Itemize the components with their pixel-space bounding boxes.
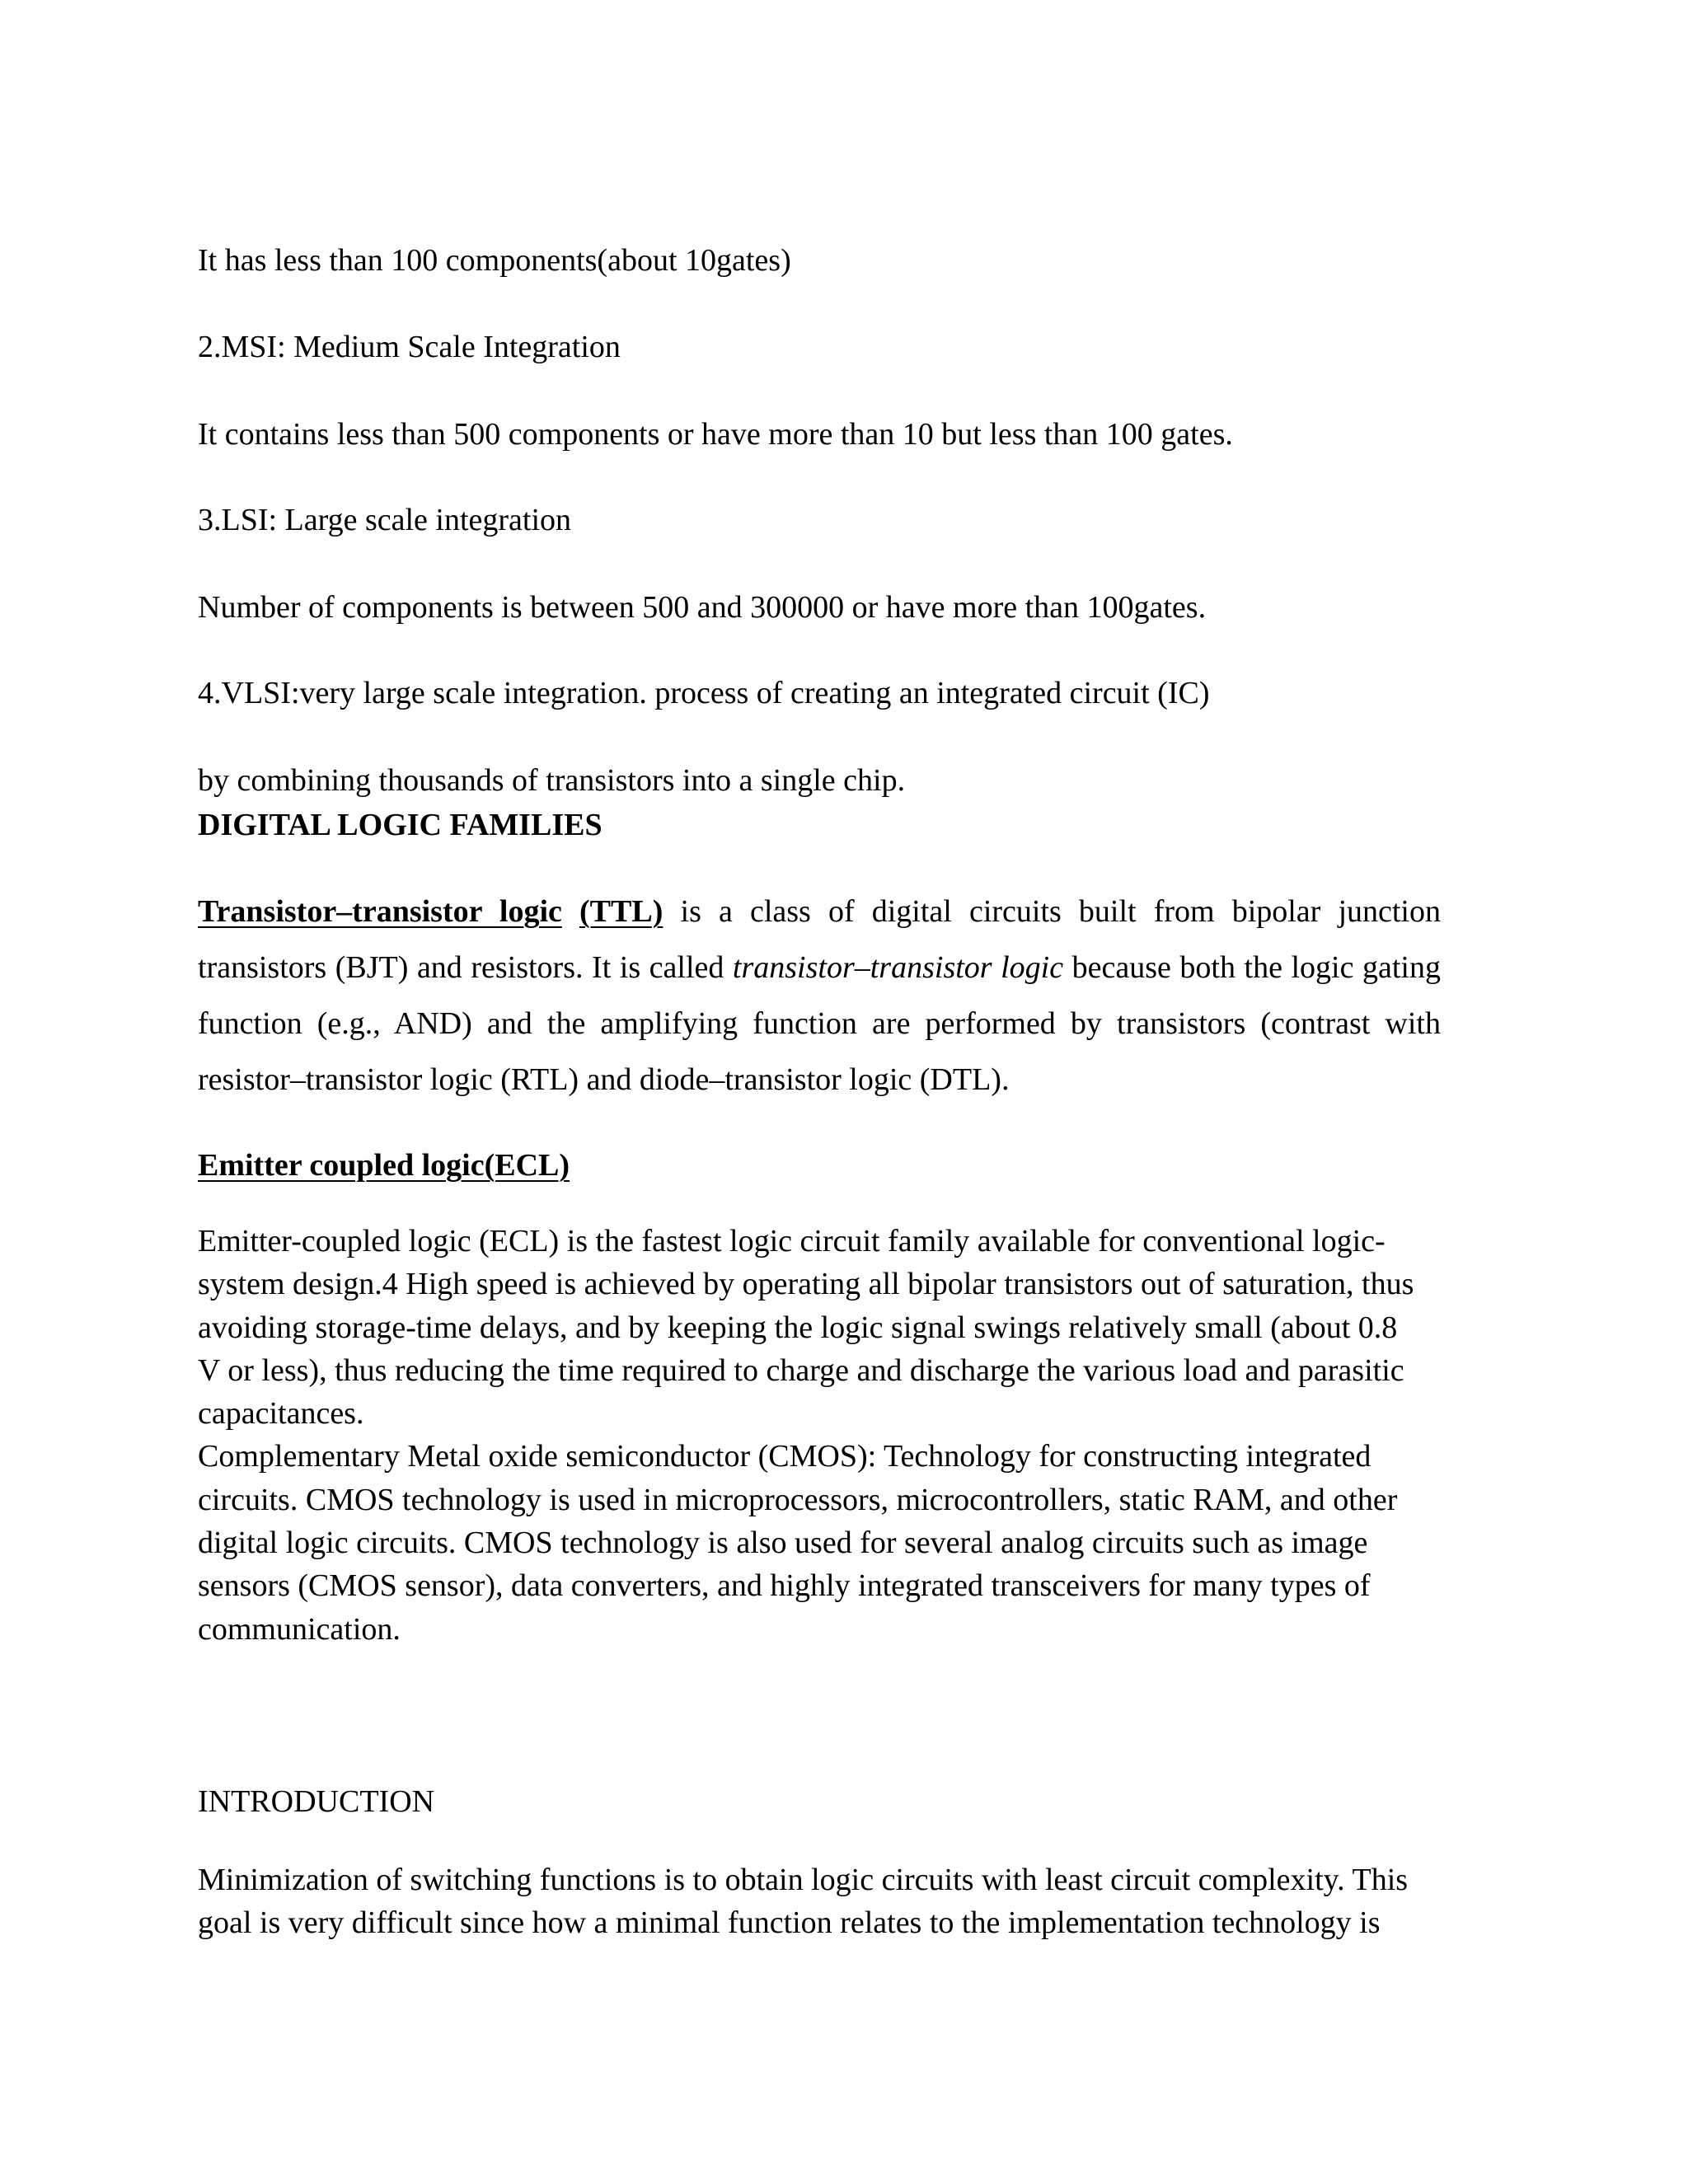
cmos-line: communication. bbox=[198, 1611, 401, 1647]
ecl-line: Emitter-coupled logic (ECL) is the fastest logic circuit family available for conventional logic- bbox=[198, 1224, 1386, 1258]
introduction-heading: INTRODUCTION bbox=[198, 1784, 435, 1819]
ecl-line: system design.4 High speed is achieved by operating all bipolar transistors out of saturation, thus bbox=[198, 1267, 1414, 1302]
ttl-paragraph bbox=[198, 883, 1441, 1108]
cmos-line: digital logic circuits. CMOS technology is also used for several analog circuits such as image bbox=[198, 1526, 1368, 1561]
intro-line: Minimization of switching functions is to obtain logic circuits with least circuit complexity. This bbox=[198, 1863, 1409, 1897]
introduction-paragraph bbox=[198, 1858, 1484, 1945]
ecl-line: avoiding storage-time delays, and by keeping the logic signal swings relatively small (about 0.8 bbox=[198, 1310, 1398, 1345]
ttl-term: Transistor–transistor logic bbox=[198, 894, 562, 929]
ecl-line: capacitances. bbox=[198, 1396, 364, 1432]
lsi-heading: 3.LSI: Large scale integration bbox=[198, 503, 572, 537]
intro-line: goal is very difficult since how a minimal function relates to the implementation technology is bbox=[198, 1905, 1381, 1941]
lsi-description: Number of components is between 500 and 300000 or have more than 100gates. bbox=[198, 590, 1207, 625]
ttl-text-2: because both the logic gating function (e.g., AND) and the amplifying function are performed by transistors (contrast with resistor–transistor logic (RTL) and diode–transistor logic (DTL). bbox=[198, 950, 1441, 1097]
ecl-paragraph bbox=[198, 1220, 1484, 1651]
ecl-heading: Emitter coupled logic(ECL) bbox=[198, 1148, 570, 1183]
msi-description: It contains less than 500 components or have more than 10 but less than 100 gates. bbox=[198, 417, 1233, 452]
cmos-line: circuits. CMOS technology is used in microprocessors, microcontrollers, static RAM, and other bbox=[198, 1482, 1398, 1517]
ttl-text-1: is a class of digital circuits built from bipolar junction transistors (BJT) and resistors. It is called bbox=[198, 894, 1441, 985]
cmos-line: sensors (CMOS sensor), data converters, and highly integrated transceivers for many types of bbox=[198, 1568, 1371, 1604]
ttl-abbreviation: (TTL) bbox=[579, 894, 663, 929]
vlsi-heading: 4.VLSI:very large scale integration. process of creating an integrated circuit (IC) bbox=[198, 676, 1210, 710]
ecl-line: V or less), thus reducing the time required to charge and discharge the various load and parasitic bbox=[198, 1352, 1404, 1388]
msi-heading: 2.MSI: Medium Scale Integration bbox=[198, 330, 621, 364]
cmos-line: Complementary Metal oxide semiconductor (CMOS): Technology for constructing integrated bbox=[198, 1439, 1372, 1474]
ssi-description: It has less than 100 components(about 10gates) bbox=[198, 243, 791, 278]
digital-logic-families-heading: DIGITAL LOGIC FAMILIES bbox=[198, 808, 603, 842]
vlsi-description: by combining thousands of transistors into a single chip. bbox=[198, 763, 906, 798]
ttl-italic-term: transistor–transistor logic bbox=[732, 950, 1064, 985]
